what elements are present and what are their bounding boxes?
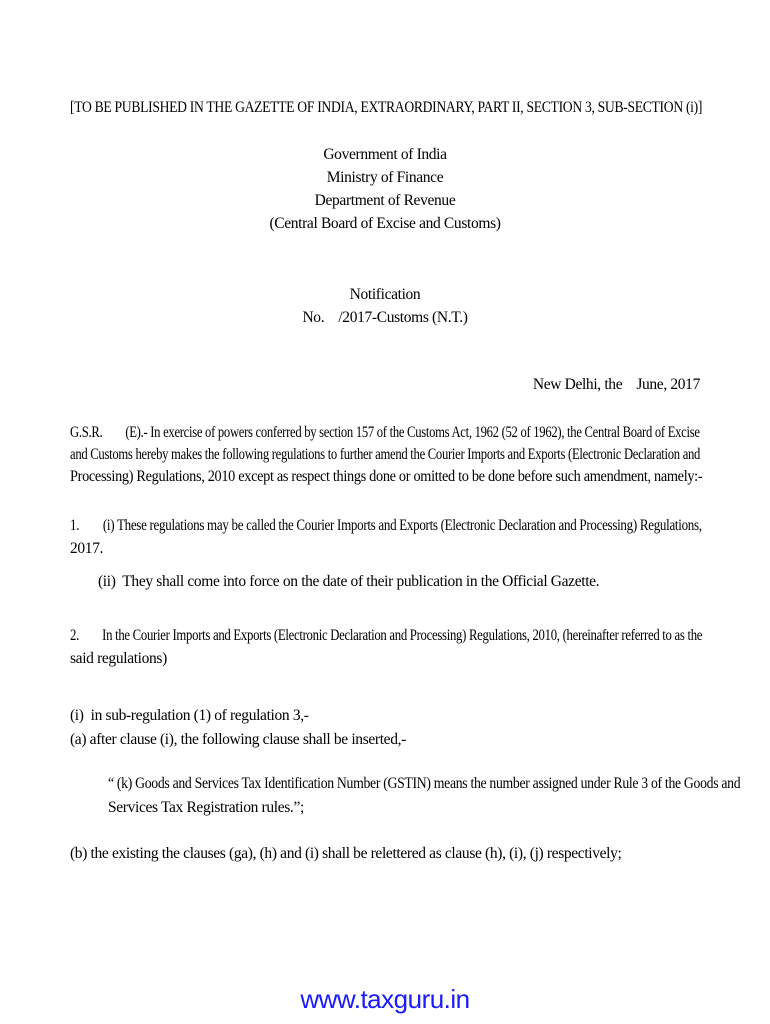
preamble-line-2: and Customs hereby makes the following regulations to further amend the Courier Imports and Exports (Electronic Declaration and: [70, 446, 701, 463]
amendment-i: (i) in sub-regulation (1) of regulation 3,-: [70, 707, 309, 724]
gazette-header: [TO BE PUBLISHED IN THE GAZETTE OF INDIA, EXTRAORDINARY, PART II, SECTION 3, SUB-SECTION (i)]: [70, 99, 703, 116]
authority-block: [0, 143, 770, 235]
notification-heading: [0, 283, 770, 329]
notification-title: Notification: [349, 286, 421, 303]
taxguru-watermark-link[interactable]: www.taxguru.in: [300, 984, 470, 1014]
para2-line-2: said regulations): [70, 650, 167, 667]
notification-number: No. /2017-Customs (N.T.): [302, 309, 468, 326]
inserted-clause-line-2: Services Tax Registration rules.”;: [108, 799, 304, 816]
para1-line-2: 2017.: [70, 540, 104, 557]
para1-sub-ii: (ii) They shall come into force on the date of their publication in the Official Gazette.: [98, 573, 600, 590]
authority-board: (Central Board of Excise and Customs): [269, 215, 501, 232]
preamble-line-3: Processing) Regulations, 2010 except as respect things done or omitted to be done before such amendment, namely:-: [70, 468, 703, 485]
authority-government: Government of India: [323, 146, 447, 163]
preamble-line-1: G.S.R. (E).- In exercise of powers conferred by section 157 of the Customs Act, 1962 (52 of 1962), the Central Board of Excise: [70, 424, 700, 441]
para1-line-1: 1. (i) These regulations may be called the Courier Imports and Exports (Electronic Declaration and Processing) Regulations,: [70, 517, 702, 534]
para2-line-1: 2. In the Courier Imports and Exports (Electronic Declaration and Processing) Regulations, 2010, (hereinafter referred to as the: [70, 627, 703, 644]
amendment-a: (a) after clause (i), the following clause shall be inserted,-: [70, 731, 406, 748]
place-and-date: New Delhi, the June, 2017: [532, 376, 700, 393]
inserted-clause-line-1: “ (k) Goods and Services Tax Identification Number (GSTIN) means the number assigned under Rule 3 of the Goods and: [108, 775, 741, 792]
authority-department: Department of Revenue: [314, 192, 456, 209]
authority-ministry: Ministry of Finance: [326, 169, 444, 186]
amendment-b: (b) the existing the clauses (ga), (h) and (i) shall be relettered as clause (h), (i), (j) respectively;: [70, 845, 622, 862]
